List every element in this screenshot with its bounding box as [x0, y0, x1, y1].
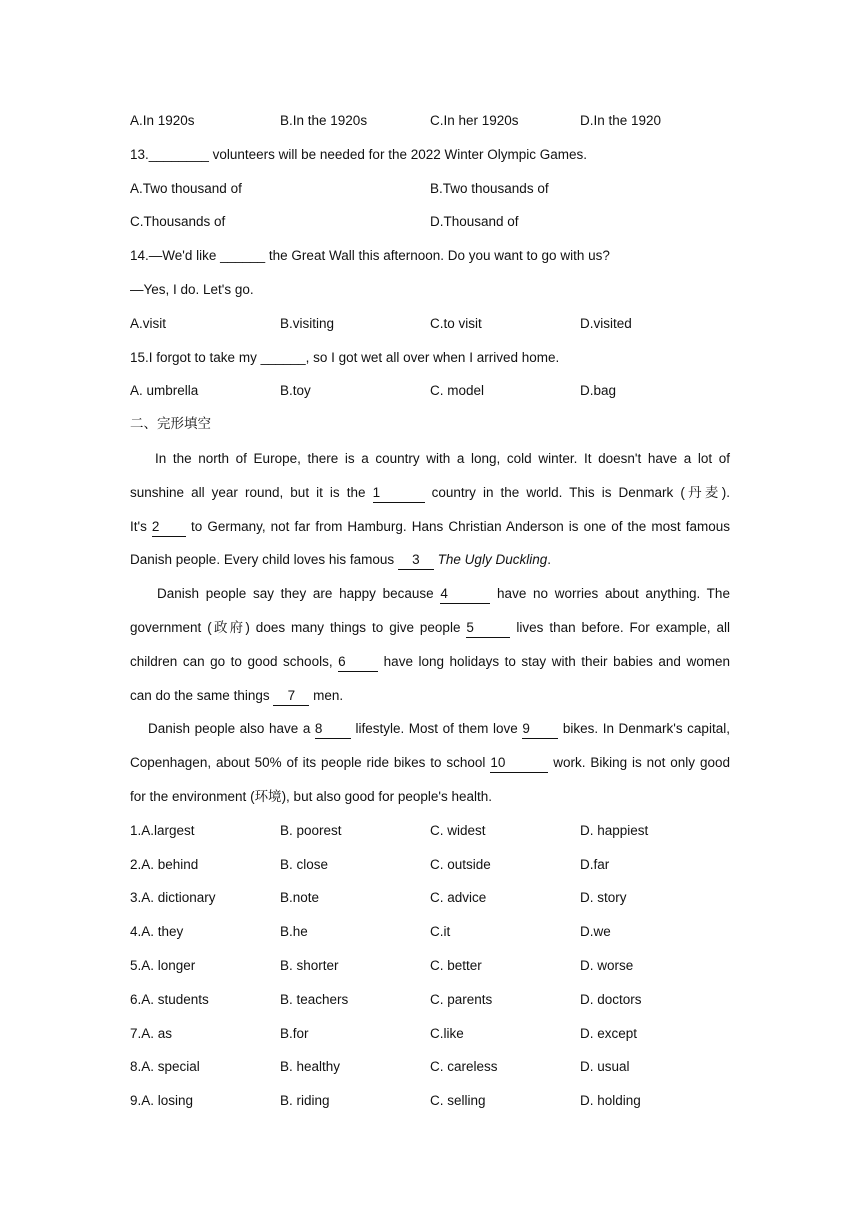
passage-paragraph-3 — [130, 712, 730, 813]
p3-l3-cjk: 环境 — [254, 788, 282, 805]
q15-options — [130, 374, 730, 408]
cloze-7-option-a: 7.A. as — [130, 1025, 173, 1041]
p3-line2 — [130, 746, 730, 780]
p1-l3-text-b: to Germany, not far from Hamburg. Hans Christian Anderson is one of the most famous — [191, 518, 730, 534]
blank-8: 8 — [315, 720, 351, 739]
q12-option-b: B.In the 1920s — [280, 113, 368, 128]
cloze-3-option-a: 3.A. dictionary — [130, 890, 216, 906]
blank-2: 2 — [152, 518, 186, 537]
cloze-options — [130, 814, 730, 1118]
cloze-option-row — [130, 848, 730, 882]
cloze-8-option-d: D. usual — [580, 1059, 630, 1075]
worksheet-page — [130, 104, 730, 1118]
cloze-option-row — [130, 949, 730, 983]
p1-line2 — [130, 476, 730, 510]
cloze-5-option-c: C. better — [430, 957, 482, 973]
cloze-7-option-c: C.like — [430, 1025, 464, 1041]
p3-l2-text-b: work. Biking is not only good — [553, 755, 730, 771]
p3-l1-text-b: lifestyle. Most of them love — [355, 721, 518, 737]
cloze-9-option-a: 9.A. losing — [130, 1093, 194, 1109]
q15-stem: 15.I forgot to take my ______, so I got wet all over when I arrived home. — [130, 349, 560, 365]
cloze-6-option-d: D. doctors — [580, 991, 642, 1007]
cloze-2-option-d: D.far — [580, 856, 610, 872]
cloze-1-option-c: C. widest — [430, 822, 486, 838]
p2-l4-text-a: can do the same things — [130, 687, 270, 703]
p3-l3-text-b: ), but also good for people's health. — [281, 788, 493, 804]
cloze-4-option-c: C.it — [430, 924, 451, 940]
q14-stem: 14.—We'd like ______ the Great Wall this afternoon. Do you want to go with us? — [130, 248, 610, 264]
cloze-3-option-c: C. advice — [430, 890, 487, 906]
passage-paragraph-1 — [130, 442, 730, 577]
cloze-8-option-c: C. careless — [430, 1059, 498, 1075]
passage-paragraph-2 — [130, 577, 730, 712]
blank-5: 5 — [466, 619, 510, 638]
cloze-1-option-d: D. happiest — [580, 822, 649, 838]
cloze-5-option-a: 5.A. longer — [130, 957, 196, 973]
q13-options-row1 — [130, 172, 730, 206]
p1-l2-text-a: sunshine all year round, but it is the — [130, 484, 366, 500]
q12-options — [130, 104, 730, 138]
q14-option-a: A.visit — [130, 315, 167, 331]
q13-option-c: C.Thousands of — [130, 214, 226, 230]
p1-l3-text-a: It's — [130, 518, 147, 534]
p2-line4 — [130, 679, 730, 713]
q14-option-c: C.to visit — [430, 315, 482, 331]
cloze-option-row — [130, 881, 730, 915]
p2-line2 — [130, 611, 730, 645]
cloze-option-row — [130, 915, 730, 949]
cloze-6-option-c: C. parents — [430, 991, 493, 1007]
p3-l2-text-a: Copenhagen, about 50% of its people ride bikes to school — [130, 755, 486, 771]
section-heading: 二、完形填空 — [130, 416, 211, 433]
cloze-9-option-b: B. riding — [280, 1093, 330, 1109]
cloze-1-option-a: 1.A.largest — [130, 822, 195, 838]
blank-1: 1 — [373, 484, 425, 503]
q13-option-b: B.Two thousands of — [430, 180, 549, 196]
p2-l1-text-b: have no worries about anything. The — [497, 586, 730, 602]
cloze-3-option-d: D. story — [580, 890, 627, 906]
cloze-5-option-b: B. shorter — [280, 957, 339, 973]
cloze-2-option-b: B. close — [280, 856, 329, 872]
cloze-1-option-b: B. poorest — [280, 822, 342, 838]
p1-l4-text-b: . — [547, 552, 551, 568]
q12-option-d: D.In the 1920 — [580, 113, 662, 128]
blank-10: 10 — [490, 754, 548, 773]
blank-6: 6 — [338, 653, 378, 672]
q14-option-b: B.visiting — [280, 315, 335, 331]
p2-l2-text-a: government ( — [130, 619, 212, 635]
p1-line4 — [130, 543, 730, 577]
cloze-7-option-d: D. except — [580, 1025, 638, 1041]
q15-option-b: B.toy — [280, 383, 311, 399]
cloze-option-row — [130, 1050, 730, 1084]
p2-l3-text-a: children can go to good schools, — [130, 653, 333, 669]
cloze-4-option-d: D.we — [580, 924, 611, 940]
cloze-2-option-c: C. outside — [430, 856, 491, 872]
q12-option-c: C.In her 1920s — [430, 113, 519, 128]
cloze-9-option-d: D. holding — [580, 1093, 641, 1109]
p1-l2-cjk: 丹麦 — [684, 484, 722, 501]
p2-l3-text-b: have long holidays to stay with their babies and women — [383, 653, 730, 669]
p3-line1 — [130, 712, 730, 746]
cloze-7-option-b: B.for — [280, 1025, 309, 1041]
p1-line3 — [130, 510, 730, 544]
story-title: The Ugly Duckling — [437, 552, 548, 568]
q13-option-a: A.Two thousand of — [130, 180, 242, 196]
blank-7: 7 — [273, 687, 309, 706]
cloze-9-option-c: C. selling — [430, 1093, 486, 1109]
q15-option-a: A. umbrella — [130, 383, 199, 399]
p2-line3 — [130, 645, 730, 679]
blank-3: 3 — [398, 551, 434, 570]
cloze-2-option-a: 2.A. behind — [130, 856, 199, 872]
cloze-option-row — [130, 1084, 730, 1118]
q13-options-row2 — [130, 205, 730, 239]
q14-reply: —Yes, I do. Let's go. — [130, 281, 254, 297]
q14-options — [130, 307, 730, 341]
p3-l3-text-a: for the environment ( — [130, 788, 255, 804]
p1-line1: In the north of Europe, there is a country with a long, cold winter. It doesn't have a lot of — [155, 450, 730, 466]
p2-l2-text-c: lives than before. For example, all — [516, 619, 730, 635]
p3-line3 — [130, 780, 730, 814]
cloze-3-option-b: B.note — [280, 890, 320, 906]
p1-l4-text-a: Danish people. Every child loves his famous — [130, 552, 395, 568]
p2-line1 — [130, 577, 730, 611]
cloze-8-option-a: 8.A. special — [130, 1059, 200, 1075]
q15-option-c: C. model — [430, 383, 485, 399]
cloze-5-option-d: D. worse — [580, 957, 634, 973]
cloze-4-option-a: 4.A. they — [130, 924, 184, 940]
p2-l1-text-a: Danish people say they are happy because — [157, 586, 434, 602]
p2-l4-text-b: men. — [313, 687, 344, 703]
p1-l2-text-c: ). — [721, 484, 730, 500]
cloze-6-option-a: 6.A. students — [130, 991, 209, 1007]
blank-9: 9 — [522, 720, 558, 739]
blank-4: 4 — [440, 585, 490, 604]
cloze-8-option-b: B. healthy — [280, 1059, 341, 1075]
cloze-option-row — [130, 1017, 730, 1051]
cloze-4-option-b: B.he — [280, 924, 308, 940]
q12-option-a: A.In 1920s — [130, 113, 195, 128]
cloze-option-row — [130, 814, 730, 848]
cloze-option-row — [130, 983, 730, 1017]
p3-l1-text-c: bikes. In Denmark's capital, — [562, 721, 730, 737]
p1-l2-text-b: country in the world. This is Denmark ( — [431, 484, 685, 500]
q14-option-d: D.visited — [580, 315, 632, 331]
p2-l2-text-b: ) does many things to give people — [245, 619, 461, 635]
q13-option-d: D.Thousand of — [430, 214, 519, 230]
p2-l2-cjk: 政府 — [211, 619, 246, 636]
cloze-6-option-b: B. teachers — [280, 991, 349, 1007]
q13-stem: 13.________ volunteers will be needed for the 2022 Winter Olympic Games. — [130, 146, 588, 162]
p3-l1-text-a: Danish people also have a — [148, 721, 311, 737]
q15-option-d: D.bag — [580, 383, 617, 399]
